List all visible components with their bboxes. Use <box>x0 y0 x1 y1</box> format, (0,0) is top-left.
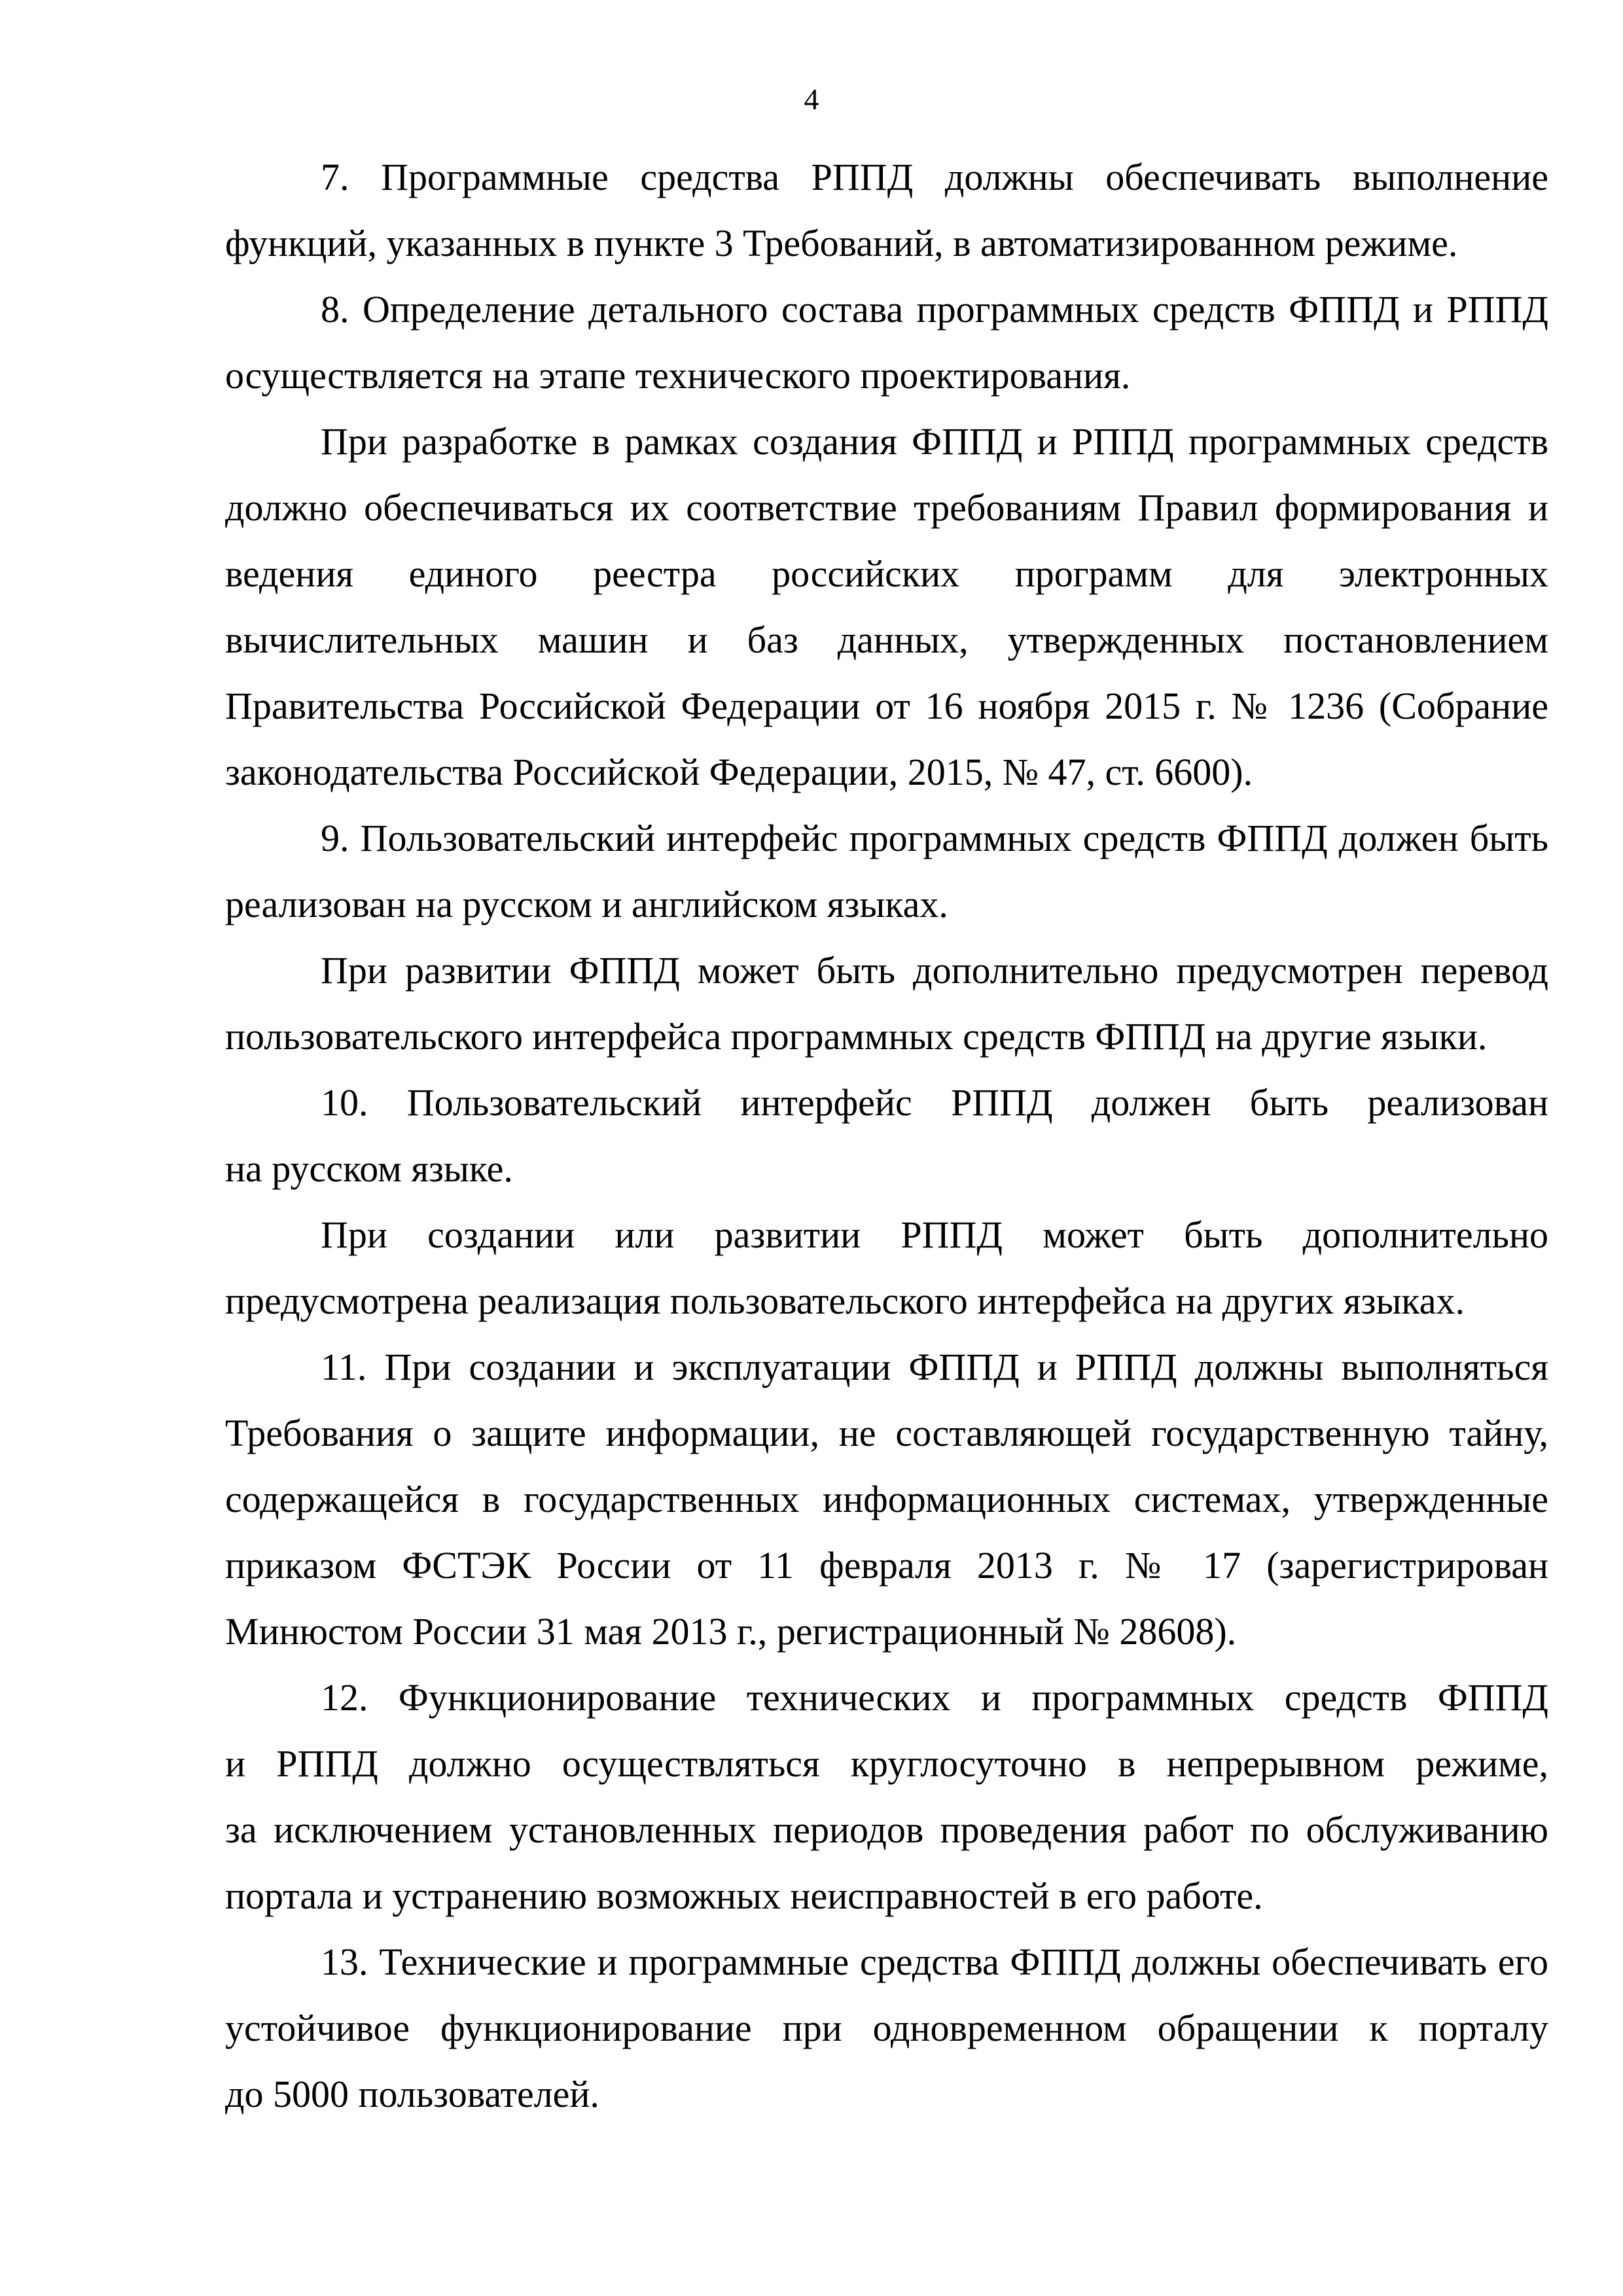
text-line: Правительства Российской Федерации от 16 ноября 2015 г. № 1236 (Собрание <box>225 685 1548 727</box>
text-line: Требования о защите информации, не составляющей государственную тайну, <box>225 1412 1548 1454</box>
text-line: устойчивое функционирование при одновременном обращении к порталу <box>225 2007 1548 2049</box>
text-line: вычислительных машин и баз данных, утвержденных постановлением <box>225 619 1548 661</box>
text-line: 12. Функционирование технических и программных средств ФППД <box>321 1676 1548 1719</box>
text-line: 9. Пользовательский интерфейс программных средств ФППД должен быть <box>321 817 1548 859</box>
document-body <box>225 144 1548 2127</box>
text-line: ведения единого реестра российских программ для электронных <box>225 552 1548 595</box>
paragraph <box>225 937 1548 1069</box>
paragraph <box>225 1202 1548 1334</box>
text-line: должно обеспечиваться их соответствие требованиям Правил формирования и <box>225 486 1548 529</box>
text-line: за исключением установленных периодов проведения работ по обслуживанию <box>225 1808 1548 1851</box>
text-line: 7. Программные средства РППД должны обеспечивать выполнение <box>321 156 1548 198</box>
text-line: осуществляется на этапе технического проектирования. <box>225 354 1131 397</box>
text-line: портала и устранению возможных неисправностей в его работе. <box>225 1874 1263 1917</box>
paragraph <box>225 1334 1548 1664</box>
text-line: на русском языке. <box>225 1147 513 1190</box>
paragraph <box>225 408 1548 805</box>
paragraph <box>225 805 1548 937</box>
text-line: приказом ФСТЭК России от 11 февраля 2013 г. № 17 (зарегистрирован <box>225 1544 1548 1587</box>
paragraph <box>225 1069 1548 1202</box>
page-number: 4 <box>804 82 819 116</box>
paragraph <box>225 276 1548 408</box>
text-line: до 5000 пользователей. <box>225 2073 599 2115</box>
text-line: 11. При создании и эксплуатации ФППД и РППД должны выполняться <box>321 1346 1548 1388</box>
text-line: содержащейся в государственных информационных системах, утвержденные <box>225 1478 1548 1520</box>
paragraph <box>225 1664 1548 1929</box>
text-line: пользовательского интерфейса программных средств ФППД на другие языки. <box>225 1015 1488 1058</box>
text-line: Минюстом России 31 мая 2013 г., регистрационный № 28608). <box>225 1610 1237 1653</box>
text-line: При разработке в рамках создания ФППД и РППД программных средств <box>321 420 1548 463</box>
paragraph <box>225 144 1548 276</box>
text-line: При создании или развитии РППД может быть дополнительно <box>321 1213 1548 1256</box>
text-line: функций, указанных в пункте 3 Требований, в автоматизированном режиме. <box>225 222 1458 264</box>
text-line: законодательства Российской Федерации, 2015, № 47, ст. 6600). <box>225 751 1253 793</box>
text-line: и РППД должно осуществляться круглосуточно в непрерывном режиме, <box>225 1742 1548 1785</box>
text-line: 8. Определение детального состава программных средств ФППД и РППД <box>321 288 1548 331</box>
text-line: предусмотрена реализация пользовательского интерфейса на других языках. <box>225 1280 1465 1322</box>
text-line: 10. Пользовательский интерфейс РППД должен быть реализован <box>321 1081 1548 1124</box>
paragraph <box>225 1929 1548 2127</box>
text-line: При развитии ФППД может быть дополнительно предусмотрен перевод <box>321 949 1548 992</box>
text-line: 13. Технические и программные средства ФППД должны обеспечивать его <box>321 1941 1548 1983</box>
text-line: реализован на русском и английском языках. <box>225 883 948 925</box>
